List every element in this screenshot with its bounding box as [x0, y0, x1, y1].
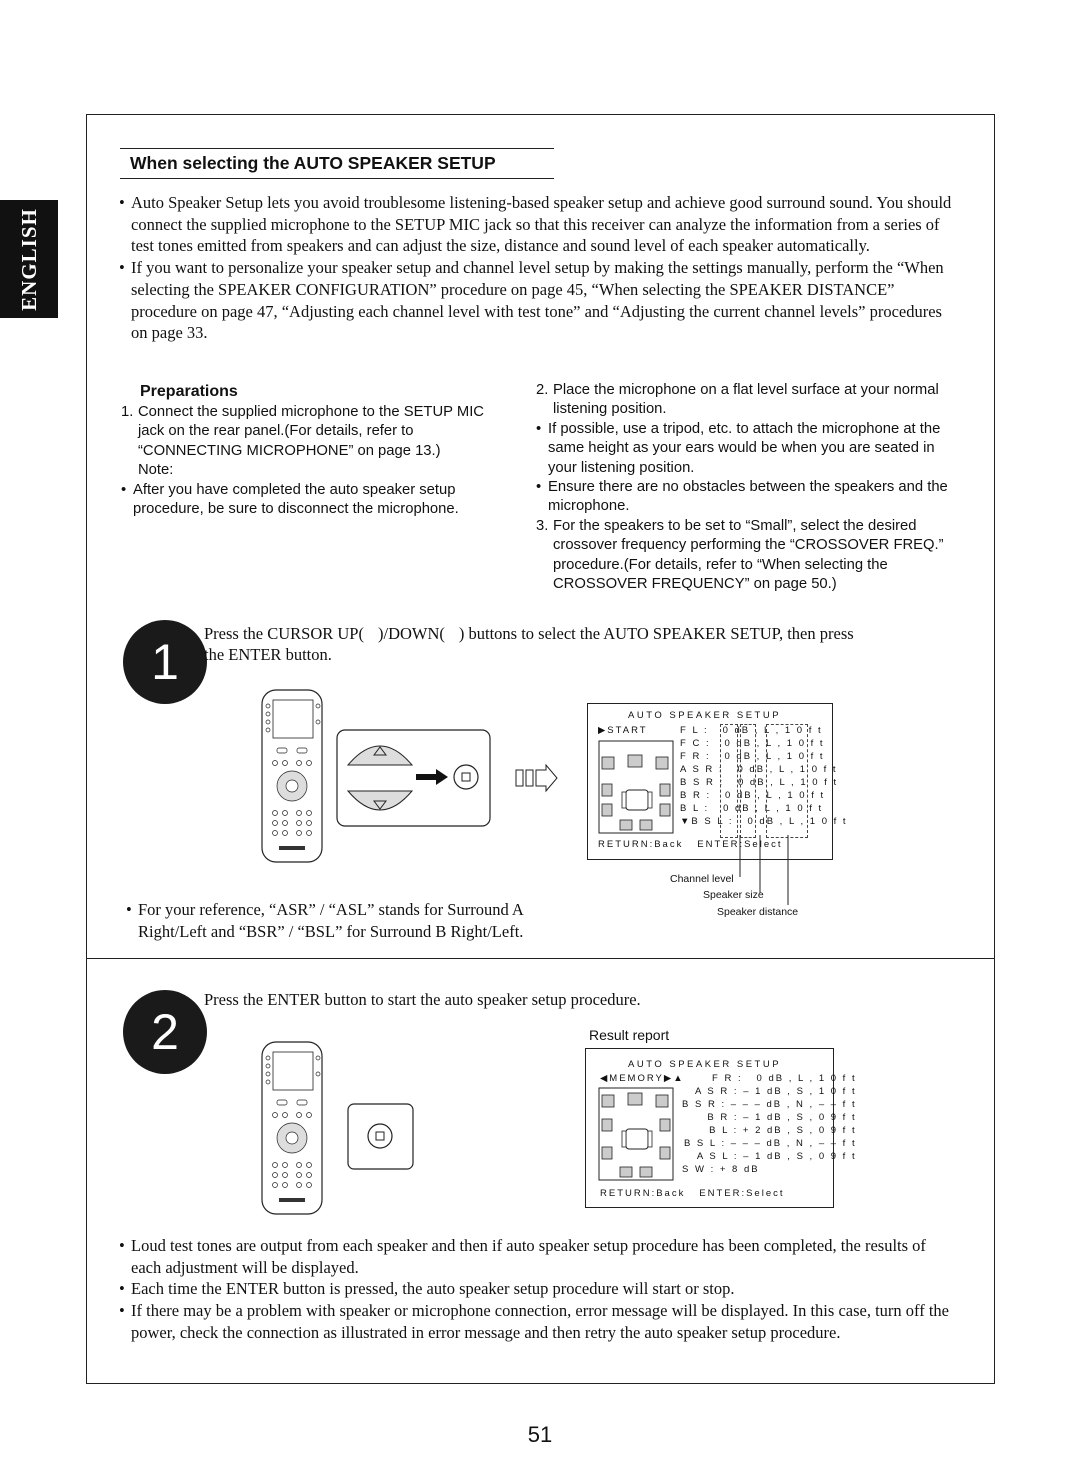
preparations-title: Preparations: [140, 383, 238, 400]
osd-rows: [682, 1073, 857, 1175]
osd-row: ▼B S L : 0 dB , L , 1 0 f t: [680, 816, 848, 827]
osd-row: F L : 0 dB , L , 1 0 f t: [680, 725, 823, 736]
prep-item-text: Place the microphone on a flat level surface at your normal listening position.: [553, 382, 939, 418]
step-1-badge: 1: [123, 620, 207, 704]
osd-rows: [680, 725, 848, 827]
prep-bullet: • Ensure there are no obstacles between the speakers and the microphone.: [536, 478, 961, 517]
preparations-right: [536, 381, 961, 594]
osd-row: A S L : – 1 dB , S , 0 9 f t: [696, 1151, 857, 1162]
note-label: Note:: [138, 462, 174, 479]
step-1-instruction: [204, 623, 964, 665]
intro-bullet: • If you want to personalize your speaker setup and channel level setup by making the settings manually, perform the “When selecting the SPEAKER CONFIGURATION” procedure on page 45, “When selecting the SPEAKER DISTANCE” procedure on page 47, “Adjusting each channel level with test tone” and “Adjusting the current channel levels” procedures on page 33.: [119, 257, 959, 344]
note-text: • After you have completed the auto speaker setup procedure, be sure to disconnect the microphone.: [121, 481, 493, 520]
step-2-badge: 2: [123, 990, 207, 1074]
osd-row: B L : + 2 dB , S , 0 9 f t: [709, 1125, 857, 1136]
speaker-layout-icon: [598, 740, 674, 834]
step-1-text-c: ) buttons to select the AUTO SPEAKER SETUP, then press: [458, 624, 854, 643]
callout-channel-level: Channel level: [670, 873, 734, 885]
prep-item-1: [121, 403, 493, 461]
reference-bullet: • For your reference, “ASR” / “ASL” stands for Surround A Right/Left and “BSR” / “BSL” for Surround B Right/Left.: [126, 899, 576, 942]
remote-control-icon: [259, 1040, 325, 1216]
preparations-left: [121, 403, 493, 519]
osd-row: B S R : 0 dB , L , 1 0 f t: [680, 777, 839, 788]
callout-speaker-size: Speaker size: [703, 889, 764, 901]
osd-start-item[interactable]: ▶START: [598, 725, 648, 736]
prep-item-text: For the speakers to be set to “Small”, select the desired crossover frequency performing the “CROSSOVER FREQ.” procedure.(For details, refer to “When selecting the CROSSOVER FREQUENCY” on page 50.): [553, 517, 944, 593]
speaker-size-column: [740, 724, 756, 838]
cursor-buttons-closeup: [336, 729, 491, 827]
prep-bullet: • If possible, use a tripod, etc. to attach the microphone at the same height as your ears would be when you are seated in your listening position.: [536, 420, 961, 478]
osd-row: B R : – 1 dB , S , 0 9 f t: [707, 1112, 857, 1123]
language-tab-label: ENGLISH: [16, 207, 41, 311]
step-2-bullet: • Each time the ENTER button is pressed, the auto speaker setup procedure will start or stop.: [119, 1278, 959, 1300]
osd-row: F R : 0 dB , L , 1 0 f t: [712, 1073, 857, 1084]
remote-control-icon: [259, 688, 325, 864]
result-report-label: Result report: [589, 1027, 670, 1043]
step-1-text-d: the ENTER button.: [204, 645, 332, 664]
step-1-text-a: Press the CURSOR UP(: [204, 624, 364, 643]
step-2-instruction: Press the ENTER button to start the auto speaker setup procedure.: [204, 990, 641, 1009]
speaker-distance-column: [766, 724, 808, 838]
step-2-bullet: • Loud test tones are output from each speaker and then if auto speaker setup procedure has been completed, the results of each adjustment will be displayed.: [119, 1235, 959, 1278]
language-tab: [0, 200, 58, 318]
section-title: When selecting the AUTO SPEAKER SETUP: [120, 148, 554, 179]
prep-item-number: 3.: [536, 517, 549, 534]
intro-bullet: • Auto Speaker Setup lets you avoid troublesome listening-based speaker setup and achieve good surround sound. You should connect the supplied microphone to the SETUP MIC jack so that this receiver can analyze the information from a series of test tones emitted from speakers and can adjust the size, distance and sound level of each speaker automatically.: [119, 192, 959, 257]
osd-memory-item[interactable]: ◀MEMORY▶▲: [600, 1073, 685, 1084]
prep-item-number: 2.: [536, 382, 549, 398]
prep-item-2: [536, 381, 961, 420]
osd-row: B R : 0 dB , L , 1 0 f t: [680, 790, 826, 801]
step-2-notes: [119, 1235, 959, 1344]
step-2-bullet: • If there may be a problem with speaker or microphone connection, error message will be displayed. In this case, turn off the power, check the connection as illustrated in error message and then retry the auto speaker setup procedure.: [119, 1300, 959, 1343]
osd-row: B S L : – – – dB , N , – – f t: [683, 1138, 857, 1149]
callout-speaker-distance: Speaker distance: [717, 906, 799, 918]
osd-row: B S R : – – – dB , N , – – f t: [682, 1099, 857, 1110]
channel-level-column: [720, 724, 738, 838]
osd-footer: RETURN:Back ENTER:Select: [598, 839, 783, 850]
page-number: 51: [527, 1422, 553, 1447]
osd-title: AUTO SPEAKER SETUP: [628, 1059, 782, 1070]
osd-row: F C : 0 dB , L , 1 0 f t: [680, 738, 825, 749]
reference-note: [126, 899, 576, 942]
speaker-layout-icon: [598, 1087, 674, 1181]
enter-button-closeup: [347, 1103, 414, 1170]
prep-item-3: [536, 517, 961, 595]
intro: [119, 192, 959, 344]
osd-row: B L : 0 dB , L , 1 0 f t: [680, 803, 824, 814]
osd-row: S W : + 8 dB: [682, 1164, 760, 1175]
osd-row: F R : 0 dB , L , 1 0 f t: [680, 751, 825, 762]
osd-title: AUTO SPEAKER SETUP: [628, 710, 782, 721]
prep-item-text: Connect the supplied microphone to the SETUP MIC jack on the rear panel.(For details, refer to “CONNECTING MICROPHONE” on page 13.): [138, 404, 484, 459]
step-divider: [86, 958, 995, 959]
osd-footer: RETURN:Back ENTER:Select: [600, 1188, 785, 1199]
prep-item-number: 1.: [121, 404, 134, 420]
osd-row: A S R : – 1 dB , S , 1 0 f t: [694, 1086, 857, 1097]
osd-result-report: [585, 1048, 857, 1208]
step-1-text-b: )/DOWN(: [377, 624, 445, 643]
osd-row: A S R : 0 dB , L , 1 0 f t: [680, 764, 838, 775]
next-arrow-icon: [515, 764, 559, 794]
